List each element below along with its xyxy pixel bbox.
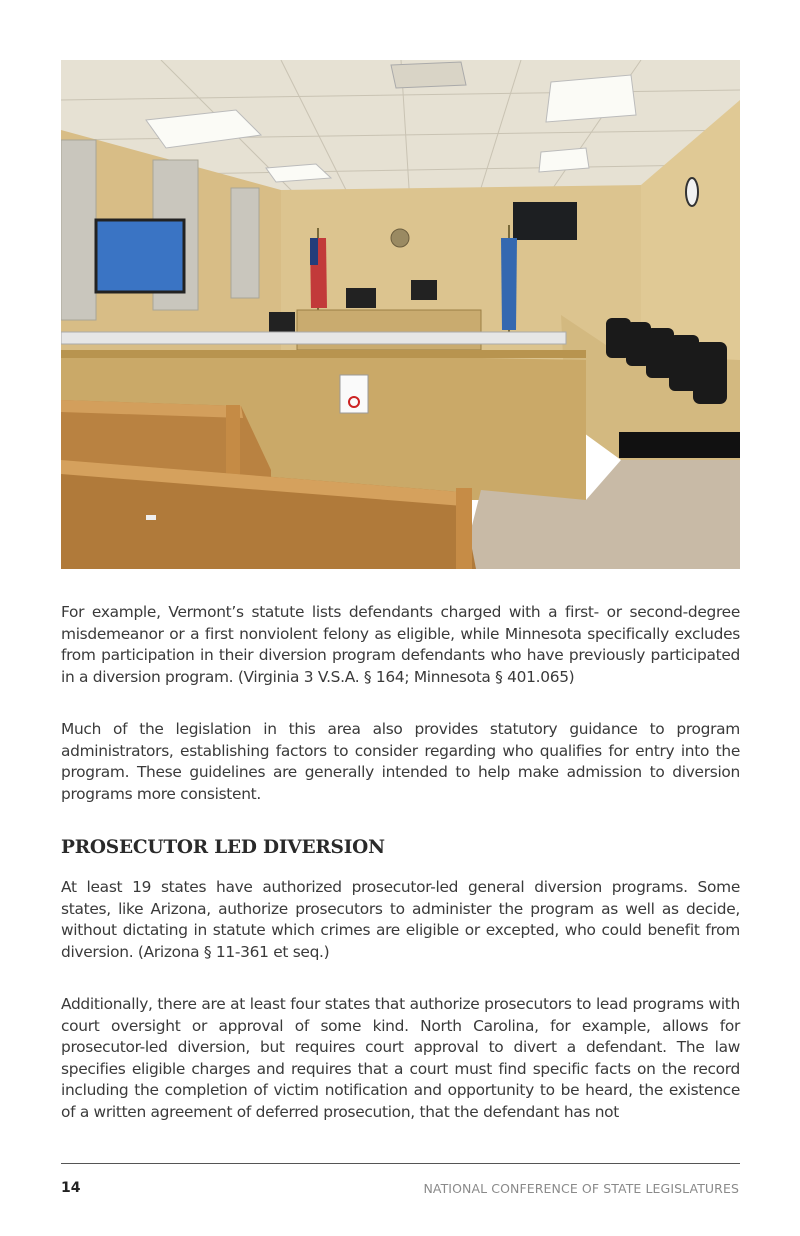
paragraph-eligibility-examples: For example, Vermont’s statute lists defendants charged with a first- or second-degree misdemeanor or a first nonviolent felony as eligible, while Minnesota specifically excludes from participation in their diversion program defendants who have previously participated in a diversion program. (Virginia 3 V.S.A. § 164; Minnesota § 401.065) — [61, 603, 740, 686]
footer-divider — [61, 1163, 740, 1164]
paragraph-prosecutor-led-programs: At least 19 states have authorized prosecutor-led general diversion programs. Some states, like Arizona, authorize prosecutors to administer the program as well as decide, without dictating in statute which crimes are eligible or excepted, who could benefit from diversion. (Arizona § 11-361 et seq.) — [61, 878, 740, 961]
page-number: 14 — [61, 1180, 81, 1196]
courtroom-photo — [61, 60, 740, 569]
paragraph-statutory-guidance: Much of the legislation in this area also provides statutory guidance to program administrators, establishing factors to consider regarding who qualifies for entry into the program. These guidelines are generally intended to help make admission to diversion programs more consistent. — [61, 720, 740, 803]
footer-organization: NATIONAL CONFERENCE OF STATE LEGISLATURES — [423, 1181, 739, 1196]
paragraph-court-oversight: Additionally, there are at least four states that authorize prosecutors to lead programs with court oversight or approval of some kind. North Carolina, for example, allows for prosecutor-led diversion, but requires court approval to divert a defendant. The law specifies eligible charges and requires that a court must find specific facts on the record including the completion of victim notification and opportunity to be heard, the existence of a written agreement of deferred prosecution, that the defendant has not — [61, 995, 740, 1121]
courtroom-illustration — [61, 60, 740, 569]
section-heading: PROSECUTOR LED DIVERSION — [61, 837, 385, 858]
